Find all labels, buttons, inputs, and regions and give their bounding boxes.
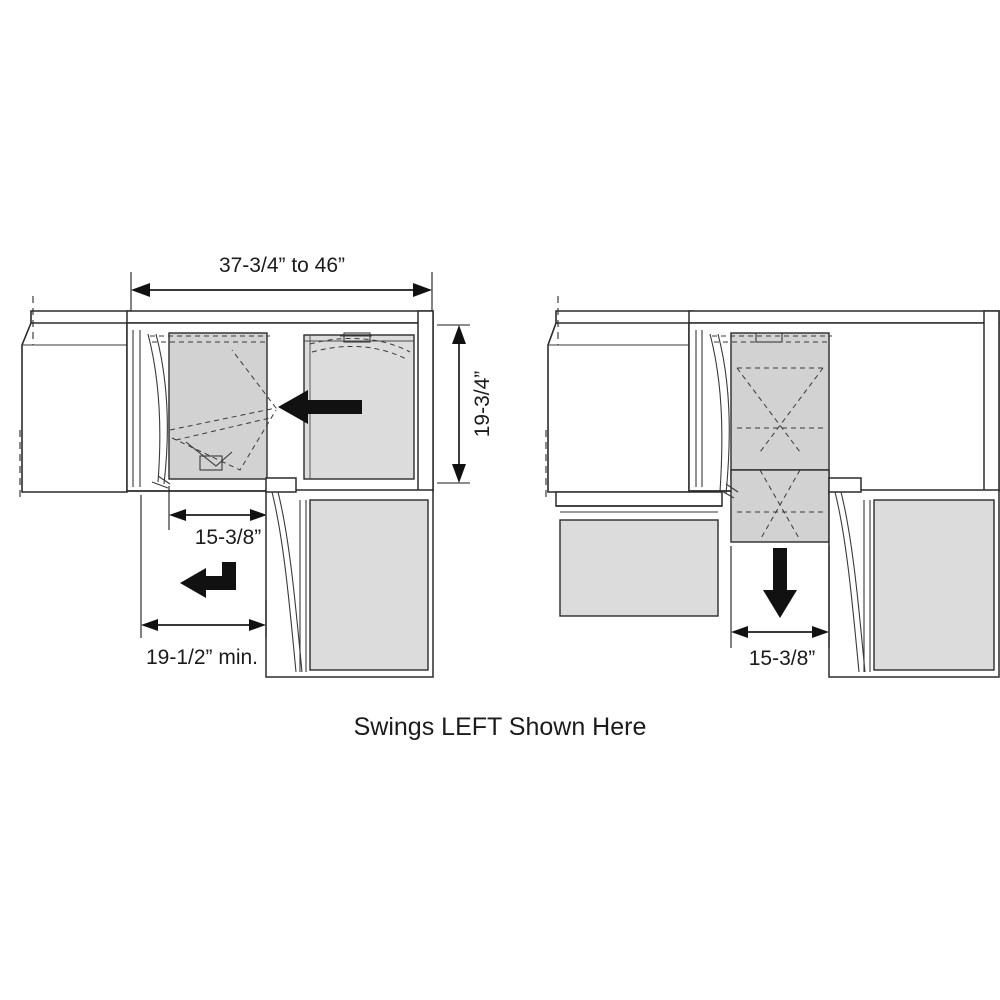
dim-shelf-width-left-label: 15-3/8” — [194, 526, 262, 549]
right-view-group — [546, 296, 999, 677]
dim-depth — [437, 325, 494, 483]
dim-shelf-width-left — [169, 486, 267, 549]
dim-overall-width-label: 37-3/4” to 46” — [218, 254, 346, 277]
dim-shelf-width-right-label: 15-3/8” — [748, 647, 816, 670]
pull-out-direction-arrow — [763, 548, 797, 618]
shelf-panel-right-upper — [731, 333, 829, 479]
left-view-group — [20, 254, 494, 677]
dim-opening-min-label: 19-1/2” min. — [145, 646, 259, 669]
dim-overall-width — [131, 254, 432, 320]
right-view-counter — [546, 296, 693, 498]
pullout-drawer-right — [556, 492, 722, 616]
lower-cabinet-right — [829, 478, 999, 677]
dim-depth-label: 19-3/4” — [471, 370, 494, 438]
left-counter — [20, 296, 131, 498]
swing-direction-arrow-corner — [180, 562, 236, 598]
figure-caption: Swings LEFT Shown Here — [353, 713, 647, 741]
lower-cabinet-left — [266, 478, 433, 677]
shelf-panel-right-lower — [731, 470, 829, 542]
